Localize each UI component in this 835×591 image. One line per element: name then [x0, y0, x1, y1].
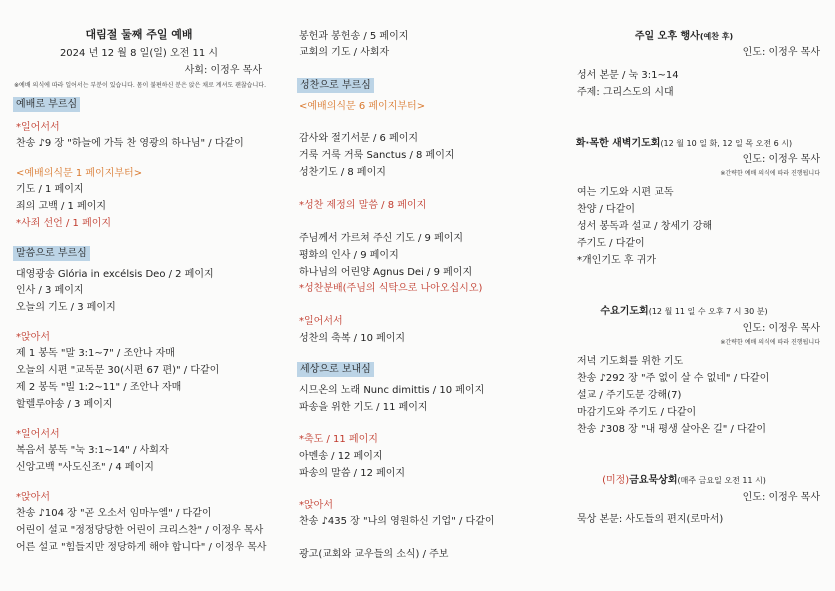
order-item: 할렐루야송 / 3 페이지 — [16, 399, 113, 410]
order-item: 성찬의 축복 / 10 페이지 — [299, 333, 406, 344]
wednesday-prayer-title — [548, 305, 820, 318]
heading-sending: 세상으로 보내심 — [297, 362, 374, 377]
order-item: 기도 / 1 페이지 — [16, 184, 84, 195]
order-item: 오늘의 시편 "교독문 30(시편 67 편)" / 다같이 — [16, 365, 220, 376]
order-item: *사죄 선언 / 1 페이지 — [16, 218, 112, 229]
order-item: 봉헌과 봉헌송 / 5 페이지 — [299, 31, 409, 42]
section-title-sub: (예찬 후) — [699, 32, 734, 41]
leader: 인도: 이정우 목사 — [742, 47, 820, 58]
order-item: 평화의 인사 / 9 페이지 — [299, 250, 399, 261]
order-item: 제 1 봉독 "말 3:1~7" / 조안나 자매 — [16, 348, 175, 359]
rubric-stand: *일어서서 — [16, 122, 60, 133]
order-item: 어른 설교 "힘들지만 정당하게 해야 합니다" / 이정우 목사 — [16, 542, 267, 553]
order-item: 설교 / 주기도문 강해(7) — [577, 390, 682, 401]
liturgy-ref: <예배의식문 1 페이지부터> — [16, 168, 143, 179]
leader: 인도: 이정우 목사 — [742, 323, 820, 334]
order-item: 대영광송 Glória in excélsis Deo / 2 페이지 — [16, 269, 214, 280]
rubric-sit: *앉아서 — [16, 492, 50, 503]
dawn-prayer-title — [548, 137, 820, 150]
order-item: 파송의 말씀 / 12 페이지 — [299, 468, 406, 479]
section-title: 수요기도회 — [600, 306, 649, 317]
order-item: 어린이 설교 "정정당당한 어린이 크리스찬" / 이정우 목사 — [16, 525, 264, 536]
order-item: 거룩 거룩 거룩 Sanctus / 8 페이지 — [299, 150, 455, 161]
order-item: *성찬분배(주님의 식탁으로 나아오십시오) — [299, 283, 483, 294]
section-title-sub: (12 월 11 일 수 오후 7 시 30 분) — [648, 307, 768, 316]
section-title: 금요묵상회 — [629, 475, 678, 486]
order-item: *개인기도 후 귀가 — [577, 255, 656, 266]
order-item: 신앙고백 "사도신조" / 4 페이지 — [16, 462, 154, 473]
heading-call-to-word: 말씀으로 부르심 — [13, 246, 90, 261]
order-item: 복음서 봉독 "눅 3:1~14" / 사회자 — [16, 445, 169, 456]
rubric-sit: *앉아서 — [299, 500, 333, 511]
service-note: ※간략한 예배 의식에 따라 진행됩니다 — [720, 339, 820, 346]
order-item: 교회의 기도 / 사회자 — [299, 47, 390, 58]
order-item: 여는 기도와 시편 교독 — [577, 187, 674, 198]
hymn-line: 찬송 ♪292 장 "주 없이 살 수 없네" / 다같이 — [577, 373, 770, 384]
order-item: 성찬기도 / 8 페이지 — [299, 167, 386, 178]
order-item: 광고(교회와 교우들의 소식) / 주보 — [299, 549, 449, 560]
order-item: 성서 봉독과 설교 / 창세기 강해 — [577, 221, 713, 232]
leader: 인도: 이정우 목사 — [742, 154, 820, 165]
rubric-stand: *일어서서 — [16, 429, 60, 440]
order-item: 주님께서 가르쳐 주신 기도 / 9 페이지 — [299, 233, 464, 244]
order-item: 묵상 본문: 사도들의 편지(로마서) — [577, 514, 724, 525]
order-item: 죄의 고백 / 1 페이지 — [16, 201, 107, 212]
order-item: 제 2 봉독 "빌 1:2~11" / 조안나 자매 — [16, 382, 182, 393]
liturgy-ref: <예배의식문 6 페이지부터> — [299, 101, 426, 112]
service-date: 2024 년 12 월 8 일(일) 오전 11 시 — [59, 48, 219, 59]
order-item: 마감기도와 주기도 / 다같이 — [577, 407, 697, 418]
standing-note: ※예배 의식에 따라 일어서는 부분이 있습니다. 몸이 불편하신 분은 앉은 채로 계셔도 괜찮습니다. — [14, 82, 266, 89]
section-title: 주일 오후 행사 — [634, 31, 700, 42]
rubric-stand: *일어서서 — [299, 316, 343, 327]
order-item: *축도 / 11 페이지 — [299, 434, 378, 445]
order-item: 아멘송 / 12 페이지 — [299, 451, 383, 462]
order-item: 파송을 위한 기도 / 11 페이지 — [299, 402, 428, 413]
heading-call-to-worship: 예배로 부르심 — [13, 97, 80, 112]
leader: 인도: 이정우 목사 — [742, 492, 820, 503]
tbd-prefix: (미정) — [602, 475, 630, 486]
service-note: ※간략한 예배 의식에 따라 진행됩니다 — [720, 170, 820, 177]
section-title: 화·목한 새벽기도회 — [575, 138, 661, 149]
order-item: 인사 / 3 페이지 — [16, 285, 84, 296]
order-item: 하나님의 어린양 Agnus Dei / 9 페이지 — [299, 267, 473, 278]
heading-call-to-sacrament: 성찬으로 부르심 — [297, 78, 374, 93]
order-item: 오늘의 기도 / 3 페이지 — [16, 302, 116, 313]
order-item: 감사와 절기서문 / 6 페이지 — [299, 133, 419, 144]
order-item: 저녁 기도회를 위한 기도 — [577, 356, 684, 367]
section-title-sub: (매주 금요일 오전 11 시) — [677, 476, 766, 485]
order-item: 시므온의 노래 Nunc dimittis / 10 페이지 — [299, 385, 485, 396]
order-item: 찬양 / 다같이 — [577, 204, 636, 215]
hymn-line: 찬송 ♪104 장 "곧 오소서 임마누엘" / 다같이 — [16, 508, 212, 519]
order-item: 성서 본문 / 눅 3:1~14 — [577, 70, 679, 81]
hymn-line: 찬송 ♪9 장 "하늘에 가득 찬 영광의 하나님" / 다같이 — [16, 138, 244, 149]
hymn-line: 찬송 ♪435 장 "나의 영원하신 기업" / 다같이 — [299, 516, 495, 527]
order-item: 주기도 / 다같이 — [577, 238, 645, 249]
rubric-sit: *앉아서 — [16, 332, 50, 343]
section-title-sub: (12 월 10 일 화, 12 일 목 오전 6 시) — [660, 139, 793, 148]
presider: 사회: 이정우 목사 — [184, 65, 262, 76]
service-title: 대림절 둘째 주일 예배 — [85, 28, 193, 41]
order-item: 주제: 그리스도의 시대 — [577, 87, 674, 98]
friday-meditation-title — [548, 474, 820, 487]
hymn-line: 찬송 ♪308 장 "내 평생 살아온 길" / 다같이 — [577, 424, 767, 435]
afternoon-event-title — [548, 30, 820, 43]
order-item: *성찬 제정의 말씀 / 8 페이지 — [299, 200, 427, 211]
